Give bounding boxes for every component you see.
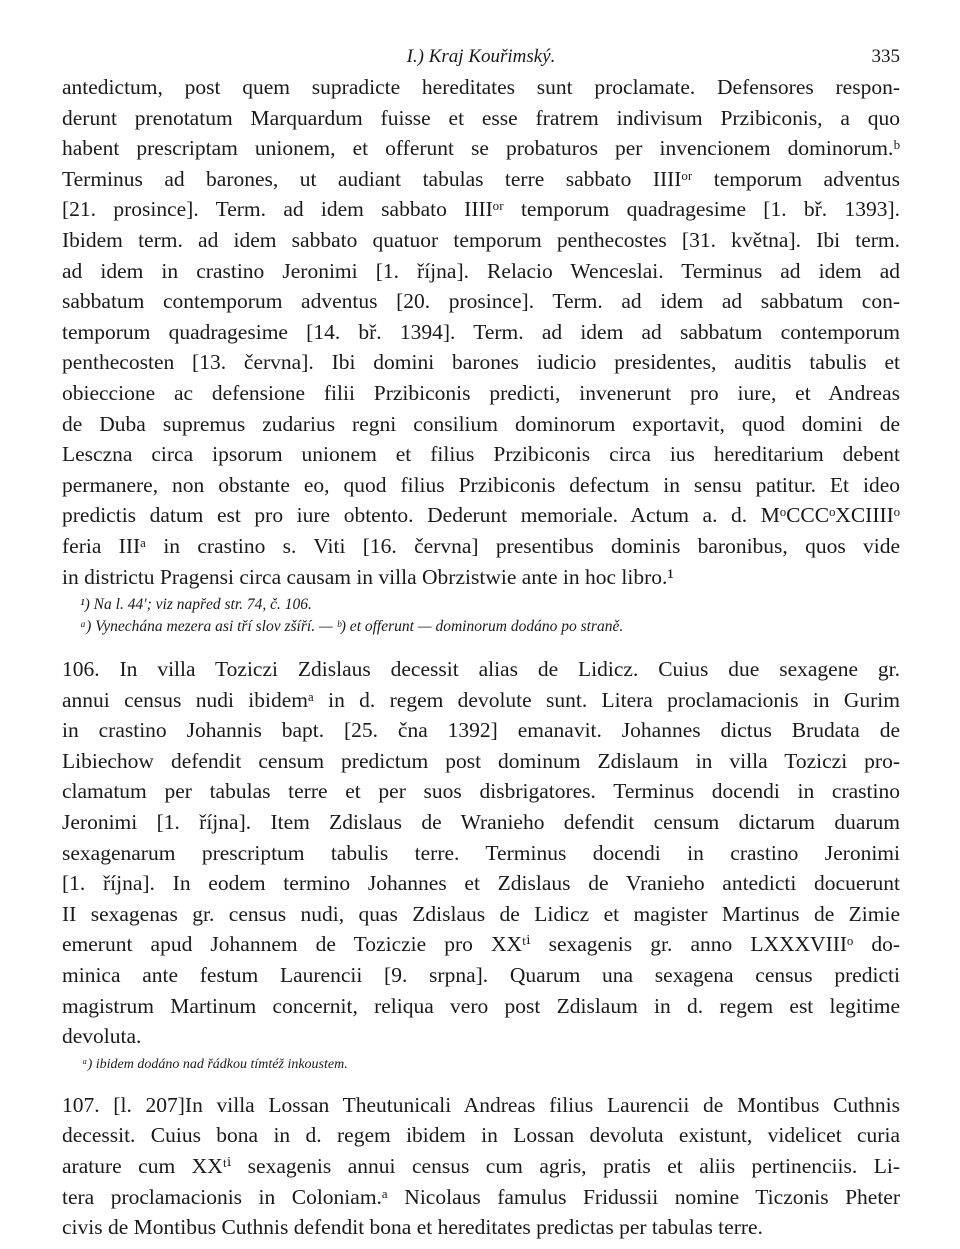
entry-105-line: Ibidem term. ad idem sabbato quatuor temporum penthecostes [31. května]. Ibi term. xyxy=(62,227,900,252)
entry-106-line: minica ante festum Laurencii [9. srpna]. Quarum una sexagena census predicti xyxy=(62,963,900,988)
entry-105-line: feria IIIᵃ in crastino s. Viti [16. června] presentibus dominis baronibus, quos vide xyxy=(62,533,900,558)
entry-105-footnotes xyxy=(62,594,900,638)
entry-106-line: sexagenarum prescriptum tabulis terre. Terminus docendi in crastino Jeronimi xyxy=(62,840,900,865)
entry-106-footnote: ᵃ) ibidem dodáno nad řádkou tímtéž inkoustem. xyxy=(82,1056,348,1072)
entry-106-text xyxy=(62,654,900,1052)
entry-105-line: temporum quadragesime [14. bř. 1394]. Term. ad idem ad sabbatum contemporum xyxy=(62,319,900,344)
entry-105-line: Lesczna circa ipsorum unionem et filius Przibiconis circa ius hereditarium debent xyxy=(62,442,900,467)
entry-105-line: [21. prosince]. Term. ad idem sabbato IIIIᵒʳ temporum quadragesime [1. bř. 1393]. xyxy=(62,197,900,222)
entry-105-line: permanere, non obstante eo, quod filius Przibiconis defectum in sensu patitur. Et ideo xyxy=(62,472,900,497)
entry-107-line: arature cum XXᵗⁱ sexagenis annui census cum agris, pratis et aliis pertinenciis. Li- xyxy=(62,1154,900,1178)
entry-106-line: [1. října]. In eodem termino Johannes et Zdislaus de Vranieho antedicti docuerunt xyxy=(62,871,900,896)
entry-106-line: devoluta. xyxy=(62,1024,142,1049)
entry-107-text xyxy=(62,1090,900,1243)
entry-105-footnote: ¹) Na l. 44′; viz napřed str. 74, č. 106. xyxy=(80,596,312,614)
entry-105-line: habent prescriptam unionem, et offerunt se probaturos per invencionem dominorum.ᵇ xyxy=(62,136,900,161)
entry-105-line: predictis datum est pro iure obtento. Dederunt memoriale. Actum a. d. MᵒCCCᵒXCIIIIᵒ xyxy=(62,503,900,528)
entry-106-line: Jeronimi [1. října]. Item Zdislaus de Wranieho defendit censum dictarum duarum xyxy=(62,810,900,835)
document-page xyxy=(62,40,900,1243)
entry-105-line: obieccione ac defensione filii Przibiconis predicti, invenerunt pro iure, et Andreas xyxy=(62,380,900,405)
entry-106-footnotes xyxy=(62,1054,900,1076)
entry-106-line: clamatum per tabulas terre et per suos disbrigatores. Terminus docendi in crastino xyxy=(62,779,900,804)
entry-107-line: civis de Montibus Cuthnis defendit bona et hereditates predictas per tabulas terre. xyxy=(62,1215,763,1240)
entry-105-line: sabbatum contemporum adventus [20. prosince]. Term. ad idem ad sabbatum con- xyxy=(62,289,900,314)
entry-105-line: ad idem in crastino Jeronimi [1. října]. Relacio Wenceslai. Terminus ad idem ad xyxy=(62,258,900,283)
entry-107-line: tera proclamacionis in Coloniam.ᵃ Nicolaus famulus Fridussii nomine Ticzonis Pheter xyxy=(62,1184,900,1209)
running-header xyxy=(62,40,900,72)
entry-105-line: derunt prenotatum Marquardum fuisse et esse fratrem indivisum Przibiconis, a quo xyxy=(62,105,900,130)
entry-106-line: magistrum Martinum concernit, reliqua vero post Zdislaum in d. regem est legitime xyxy=(62,993,900,1018)
entry-106-line: Libiechow defendit censum predictum post dominum Zdislaum in villa Toziczi pro- xyxy=(62,748,900,773)
entry-105-line: Terminus ad barones, ut audiant tabulas terre sabbato IIIIᵒʳ temporum adventus xyxy=(62,166,900,191)
entry-105-line: de Duba supremus zudarius regni consilium dominorum exportavit, quod domini de xyxy=(62,411,900,436)
entry-105-footnote: ᵃ) Vynechána mezera asi tří slov zšíří. — ᵇ) et offerunt — dominorum dodáno po straně. xyxy=(80,618,624,636)
page-number: 335 xyxy=(871,46,900,67)
entry-106-line: 106. In villa Toziczi Zdislaus decessit alias de Lidicz. Cuius due sexagene gr. xyxy=(62,657,900,682)
entry-107-line: decessit. Cuius bona in d. regem ibidem in Lossan devoluta existunt, videlicet curia xyxy=(62,1123,900,1148)
entry-106-line: emerunt apud Johannem de Toziczie pro XXᵗⁱ sexagenis gr. anno LXXXVIIIᵒ do- xyxy=(62,932,900,957)
header-title: I.) Kraj Kouřimský. xyxy=(406,46,556,67)
entry-105-line: antedictum, post quem supradicte hereditates sunt proclamate. Defensores respon- xyxy=(62,75,900,99)
entry-106-line: II sexagenas gr. census nudi, quas Zdislaus de Lidicz et magister Martinus de Zimie xyxy=(62,901,900,926)
entry-106-line: in crastino Johannis bapt. [25. čna 1392] emanavit. Johannes dictus Brudata de xyxy=(62,718,900,743)
entry-105-text xyxy=(62,72,900,592)
entry-106-line: annui census nudi ibidemᵃ in d. regem devolute sunt. Litera proclamacionis in Gurim xyxy=(62,687,900,712)
entry-105-line: penthecosten [13. června]. Ibi domini barones iudicio presidentes, auditis tabulis et xyxy=(62,350,900,375)
entry-107-line: 107. [l. 207]In villa Lossan Theutunicali Andreas filius Laurencii de Montibus Cuthnis xyxy=(62,1092,900,1117)
entry-105-line: in districtu Pragensi circa causam in villa Obrzistwie ante in hoc libro.¹ xyxy=(62,564,674,589)
